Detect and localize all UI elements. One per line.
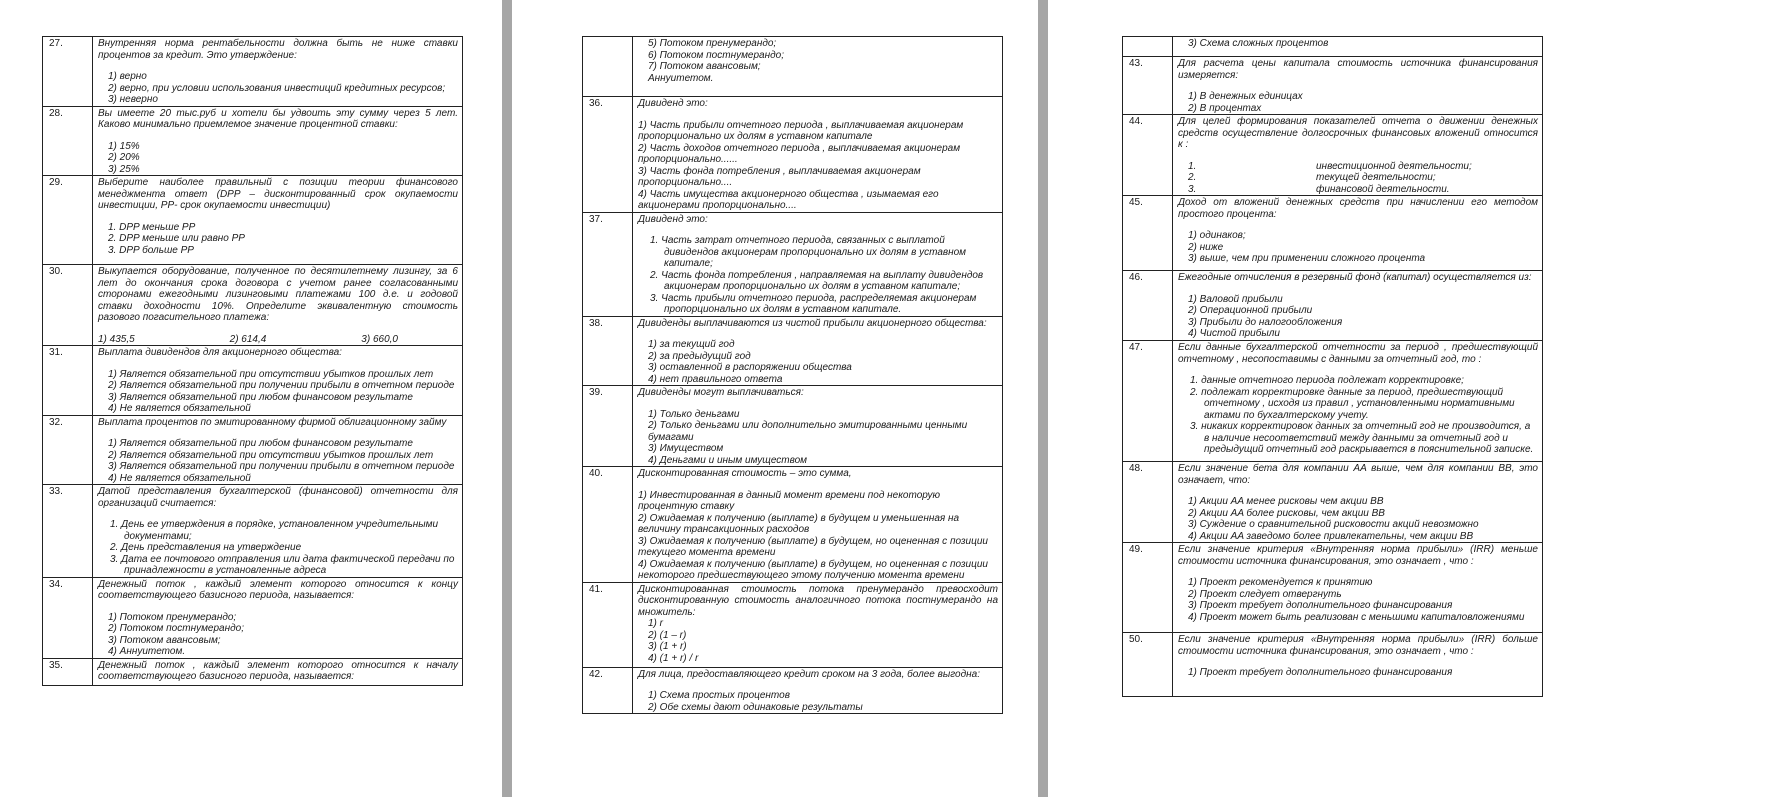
table-row [1123, 196, 1543, 271]
option-number: 2. [1188, 172, 1197, 183]
question-text: Денежный поток , каждый элемент которого относится к концу соответствующего базисного периода, называется: [98, 578, 458, 601]
answer-options [638, 490, 998, 582]
answer-option: 3. никаких корректировок данных за отчетный год не производится, а в наличие несоответствий между данными за отчетный год и предыдущий отчетный год раскрывается в пояснительной записке. [1190, 421, 1534, 455]
question-cell [633, 582, 1003, 667]
page-gutter [1038, 0, 1048, 797]
answer-options [638, 38, 998, 84]
question-table-page-2 [582, 36, 1003, 714]
question-table-page-3 [1122, 36, 1543, 697]
answer-options [98, 334, 458, 346]
question-text: Дивиденд это: [638, 213, 708, 225]
answer-option: 1) 15% [108, 140, 140, 152]
table-row [1123, 37, 1543, 57]
answer-option: 3) Является обязательной при получении прибыли в отчетном периоде [108, 461, 455, 472]
answer-option: 1) Инвестированная в данный момент времени под некоторую процентную ставку [638, 489, 941, 512]
question-number: 29. [43, 176, 93, 265]
question-number: 33. [43, 485, 93, 578]
answer-options [98, 369, 458, 415]
option-text: инвестиционной деятельности; [1316, 160, 1472, 172]
question-cell [93, 37, 463, 107]
question-text: Датой представления бухгалтерской (финансовой) отчетности для организаций считается: [98, 486, 458, 509]
answer-option: 3) неверно [108, 94, 158, 105]
question-text: Выберите наиболее правильный с позиции теории финансового менеджмента ответ (DPP – дисконтированный срок окупаемости инвестиции, PP- срок окупаемости инвестиции) [98, 177, 458, 211]
question-cell [633, 667, 1003, 714]
question-text: Для лица, предоставляющего кредит сроком на 3 года, более выгодна: [638, 668, 980, 680]
answer-option: 2) Только деньгами или дополнительно эмитированными ценными бумагами [648, 420, 968, 443]
answer-option: 2) 614,4 [229, 333, 267, 345]
question-text: Ежегодные отчисления в резервный фонд (капитал) осуществляется из: [1178, 272, 1532, 283]
answer-option: 1) В денежных единицах [1188, 91, 1303, 102]
answer-option: 1) одинаков; [1188, 230, 1246, 241]
question-text: Для расчета цены капитала стоимость источника финансирования измеряется: [1178, 58, 1538, 81]
answer-options [638, 409, 998, 467]
answer-option: 1. данные отчетного периода подлежат корректировке; [1190, 375, 1464, 386]
question-text: Внутренняя норма рентабельности должна быть не ниже ставки процентов за кредит. Это утверждение: [98, 38, 458, 61]
answer-option: 3) Схема сложных процентов [1188, 38, 1329, 49]
table-row [43, 106, 463, 176]
table-row [43, 485, 463, 578]
question-cell [1173, 115, 1543, 196]
answer-option: 2) Потоком постнумерандо; [108, 623, 244, 634]
question-text: Выплата дивидендов для акционерного общества: [98, 347, 342, 358]
answer-option: Аннуитетом. [648, 72, 714, 84]
question-number: 30. [43, 265, 93, 346]
question-cell [93, 346, 463, 416]
answer-option: 4) Проект может быть реализован с меньшими капиталовложениями [1188, 611, 1525, 623]
answer-option: 3) Суждение о сравнительной рисковости акций невозможно [1188, 519, 1479, 530]
answer-options [638, 618, 998, 664]
question-number: 27. [43, 37, 93, 107]
answer-option: 2. DPP меньше или равно PP [108, 233, 245, 244]
question-number: 46. [1123, 271, 1173, 341]
answer-option: 3) Потоком авансовым; [108, 634, 221, 646]
answer-option: 3. Дата ее почтового отправления или дата фактической передачи по принадлежности в установленные адреса [110, 553, 455, 576]
question-number: 32. [43, 415, 93, 485]
question-cell [93, 415, 463, 485]
table-row [43, 346, 463, 416]
answer-option: 3) выше, чем при применении сложного процента [1188, 253, 1426, 264]
answer-option: 1) Только деньгами [648, 408, 740, 420]
answer-option: 1) 435,5 [98, 333, 135, 345]
answer-option [1178, 172, 1538, 184]
question-number [583, 37, 633, 97]
answer-option: 2. подлежат корректировке данные за период, предшествующий отчетному , исходя из правил , установленными нормативными актами по бухгалтерскому учету. [1190, 386, 1515, 421]
answer-option: 1) Является обязательной при отсутствии убытков прошлых лет [108, 368, 434, 380]
answer-option: 3) Имуществом [648, 443, 724, 454]
answer-option: 3) Является обязательной при любом финансовом результате [108, 391, 413, 403]
question-number: 47. [1123, 341, 1173, 462]
answer-options [98, 141, 458, 176]
option-number: 1. [1188, 160, 1197, 172]
answer-option: 2) В процентах [1188, 102, 1262, 114]
question-text: Доход от вложений денежных средств при начислении его методом простого процента: [1178, 197, 1538, 220]
question-text: Если значение критерия «Внутренняя норма прибыли» (IRR) меньше стоимости источника финансирования, это означает , что : [1178, 544, 1538, 567]
question-cell [633, 37, 1003, 97]
question-cell [1173, 633, 1543, 697]
answer-options [1178, 496, 1538, 542]
table-row [1123, 341, 1543, 462]
question-cell [1173, 543, 1543, 633]
question-number [1123, 37, 1173, 57]
answer-option: 1) Потоком пренумерандо; [108, 611, 237, 623]
answer-option: 4) Деньгами и иным имуществом [648, 454, 808, 466]
answer-option: 6) Потоком постнумерандо; [648, 49, 784, 61]
question-number: 37. [583, 212, 633, 316]
answer-option: 1) Схема простых процентов [648, 690, 790, 701]
answer-option: 3) Ожидаемая к получению (выплате) в будущем, но оцененная с позиции текущего момента времени [638, 535, 988, 558]
question-text: Дивиденды могут выплачиваться: [638, 387, 804, 398]
table-row [43, 37, 463, 107]
answer-option: 4) Аннуитетом. [108, 646, 186, 657]
answer-option: 2) Операционной прибыли [1188, 305, 1313, 316]
answer-option: 3) Прибыли до налогообложения [1188, 316, 1343, 328]
option-text: текущей деятельности; [1316, 172, 1436, 183]
table-row [583, 37, 1003, 97]
answer-option: 2) Является обязательной при отсутствии убытков прошлых лет [108, 449, 434, 461]
answer-option: 2) верно, при условии использования инвестиций кредитных ресурсов; [108, 82, 446, 94]
answer-option: 2) Часть доходов отчетного периода , выплачиваемая акционерам пропорционально...... [638, 142, 961, 165]
question-number: 48. [1123, 462, 1173, 543]
answer-option: 1) Акции AA менее рисковы чем акции BB [1188, 496, 1384, 507]
table-row [1123, 543, 1543, 633]
answer-option: 2) Ожидаемая к получению (выплате) в будущем и уменьшенная на величину трансакционных расходов [638, 512, 960, 535]
table-row [43, 176, 463, 265]
answer-option: 2) 20% [108, 152, 140, 163]
question-number: 44. [1123, 115, 1173, 196]
question-text: Если данные бухгалтерской отчетности за период , предшествующий отчетному , несопоставимы с данными за отчетный год, то : [1178, 342, 1538, 365]
question-text: Если значение бета для компании AA выше, чем для компании BB, это означает, что: [1178, 463, 1538, 486]
question-text: Выкупается оборудование, полученное по десятилетнему лизингу, за 6 лет до окончания срока договора с учетом ранее согласованными сторонами ежегодными лизинговыми платежами 100 д.е. и годовой ставки доходности 10%. Определите эквивалентную стоимость разового погасительного платежа: [98, 266, 458, 323]
page-gutter [502, 0, 512, 797]
answer-option: 1. День ее утверждения в порядке, установленном учредительными документами; [110, 519, 439, 542]
question-text: Вы имеете 20 тыс.руб и хотели бы удвоить эту сумму через 5 лет. Каково минимально приемлемое значение процентной ставки: [98, 107, 458, 130]
table-row [583, 667, 1003, 714]
answer-option: 3) 660,0 [361, 333, 398, 345]
table-row [1123, 271, 1543, 341]
answer-option: 4) (1 + r) / r [648, 652, 699, 664]
answer-option: 2. День представления на утверждение [110, 542, 302, 553]
table-row [43, 658, 463, 685]
answer-option: 2) Проект следует отвергнуть [1188, 588, 1342, 600]
answer-options [638, 120, 998, 212]
answer-option: 1. Часть затрат отчетного периода, связанных с выплатой дивидендов акционерам пропорционально их долям в уставном капитале; [650, 235, 967, 269]
option-number: 3. [1188, 183, 1197, 195]
question-number: 50. [1123, 633, 1173, 697]
answer-option [1178, 184, 1538, 196]
question-text: Для целей формирования показателей отчета о движении денежных средств осуществление долгосрочных финансовых вложений относится к : [1178, 116, 1538, 150]
answer-option: 1) Проект требует дополнительного финансирования [1188, 667, 1453, 678]
answer-option: 1) Проект рекомендуется к принятию [1188, 577, 1373, 588]
question-cell [93, 265, 463, 346]
question-number: 43. [1123, 57, 1173, 115]
question-text: Денежный поток , каждый элемент которого относится к началу соответствующего базисного периода, называется: [98, 659, 458, 682]
answer-option: 1. DPP меньше PP [108, 221, 196, 233]
question-number: 49. [1123, 543, 1173, 633]
answer-option: 3) Проект требует дополнительного финансирования [1188, 600, 1453, 611]
answer-option: 2) Является обязательной при получении прибыли в отчетном периоде [108, 380, 455, 391]
question-cell [1173, 341, 1543, 462]
answer-options [1178, 91, 1538, 114]
question-number: 28. [43, 106, 93, 176]
question-cell [1173, 57, 1543, 115]
answer-option: 2) Акции AA более рисковы, чем акции BB [1188, 507, 1385, 519]
table-row [1123, 57, 1543, 115]
question-number: 41. [583, 582, 633, 667]
question-cell [93, 577, 463, 658]
question-table-page-1 [42, 36, 463, 686]
table-row [43, 577, 463, 658]
answer-option: 4) Чистой прибыли [1188, 328, 1280, 339]
answer-option: 1) r [648, 618, 663, 629]
table-row [43, 415, 463, 485]
answer-option: 3) оставленной в распоряжении общества [648, 362, 852, 373]
answer-option: 3) 25% [108, 163, 140, 175]
answer-option: 4) нет правильного ответа [648, 373, 783, 385]
question-cell [1173, 37, 1543, 57]
question-cell [633, 212, 1003, 316]
answer-option: 4) Не является обязательной [108, 472, 251, 484]
answer-options [1178, 230, 1538, 265]
answer-options [98, 519, 458, 577]
question-cell [1173, 196, 1543, 271]
table-row [1123, 115, 1543, 196]
question-number: 31. [43, 346, 93, 416]
question-number: 38. [583, 316, 633, 386]
question-text: Если значение критерия «Внутренняя норма прибыли» (IRR) больше стоимости источника финансирования, это означает , что : [1178, 634, 1538, 657]
question-text: Дивиденд это: [638, 98, 708, 109]
answer-option: 1) верно [108, 71, 147, 82]
answer-options [1178, 667, 1538, 679]
answer-option: 1) за текущий год [648, 339, 735, 350]
question-number: 35. [43, 658, 93, 685]
answer-option: 4) Ожидаемая к получению (выплате) в будущем, но оцененная с позиции некоторого предшествующего этому получению момента времени [638, 558, 988, 581]
answer-option: 4) Часть имущества акционерного общества , изымаемая его акционерами пропорционально.... [638, 188, 939, 211]
table-row [583, 212, 1003, 316]
question-text: Выплата процентов по эмитированному фирмой облигационному займу [98, 416, 447, 428]
answer-options [98, 222, 458, 257]
question-cell [93, 485, 463, 578]
answer-option: 3) (1 + r) [648, 641, 687, 652]
answer-option: 3. Часть прибыли отчетного периода, распределяемая акционерам пропорционально их долям в уставном капитале. [650, 292, 977, 315]
answer-option: 2) (1 – r) [648, 629, 687, 641]
question-number: 34. [43, 577, 93, 658]
answer-option: 1) Валовой прибыли [1188, 293, 1283, 305]
answer-option: 4) Не является обязательной [108, 403, 251, 414]
answer-option: 5) Потоком пренумерандо; [648, 38, 777, 49]
question-cell [1173, 462, 1543, 543]
question-text: Дивиденды выплачиваются из чистой прибыли акционерного общества: [638, 317, 987, 329]
answer-option: 2. Часть фонда потребления , направляемая на выплату дивидендов акционерам пропорционально их долям в уставном капитале; [650, 269, 984, 292]
answer-option: 1) Часть прибыли отчетного периода , выплачиваемая акционерам пропорционально их долям в уставном капитале [638, 119, 964, 142]
answer-options [98, 438, 458, 484]
question-cell [93, 176, 463, 265]
question-number: 36. [583, 97, 633, 213]
question-text: Дисконтированная стоимость потока пренумерандо превосходит дисконтированную стоимость аналогичного потока постнумерандо на множитель: [638, 583, 998, 618]
table-row [1123, 462, 1543, 543]
answer-option [1178, 161, 1538, 173]
answer-options [1178, 375, 1538, 456]
option-text: финансовой деятельности. [1316, 183, 1450, 195]
table-row [583, 386, 1003, 467]
answer-option: 1) Является обязательной при любом финансовом результате [108, 438, 413, 449]
answer-option: 2) ниже [1188, 241, 1224, 253]
answer-option: 3) Часть фонда потребления , выплачиваемая акционерам пропорционально.... [638, 165, 921, 188]
answer-options [98, 612, 458, 658]
question-number: 45. [1123, 196, 1173, 271]
answer-options [638, 235, 998, 316]
answer-option: 3. DPP больше PP [108, 244, 194, 256]
question-cell [633, 386, 1003, 467]
answer-options [638, 339, 998, 385]
answer-options [98, 71, 458, 106]
table-row [1123, 633, 1543, 697]
question-cell [633, 97, 1003, 213]
table-row [583, 97, 1003, 213]
question-cell [1173, 271, 1543, 341]
answer-options [1178, 294, 1538, 340]
answer-options [1178, 577, 1538, 623]
answer-options [1178, 161, 1538, 196]
answer-option: 2) Обе схемы дают одинаковые результаты [648, 701, 863, 713]
question-cell [93, 106, 463, 176]
table-row [583, 582, 1003, 667]
answer-option: 2) за предыдущий год [648, 350, 751, 362]
table-row [583, 467, 1003, 583]
question-text: Дисконтированная стоимость – это сумма, [638, 468, 852, 479]
question-cell [93, 658, 463, 685]
table-row [583, 316, 1003, 386]
question-number: 42. [583, 667, 633, 714]
answer-option: 4) Акции AA заведомо более привлекательны, чем акции BB [1188, 530, 1474, 542]
answer-options [1178, 38, 1538, 50]
answer-options [638, 690, 998, 713]
question-cell [633, 316, 1003, 386]
table-row [43, 265, 463, 346]
question-number: 40. [583, 467, 633, 583]
question-number: 39. [583, 386, 633, 467]
question-cell [633, 467, 1003, 583]
answer-option: 7) Потоком авансовым; [648, 61, 761, 72]
